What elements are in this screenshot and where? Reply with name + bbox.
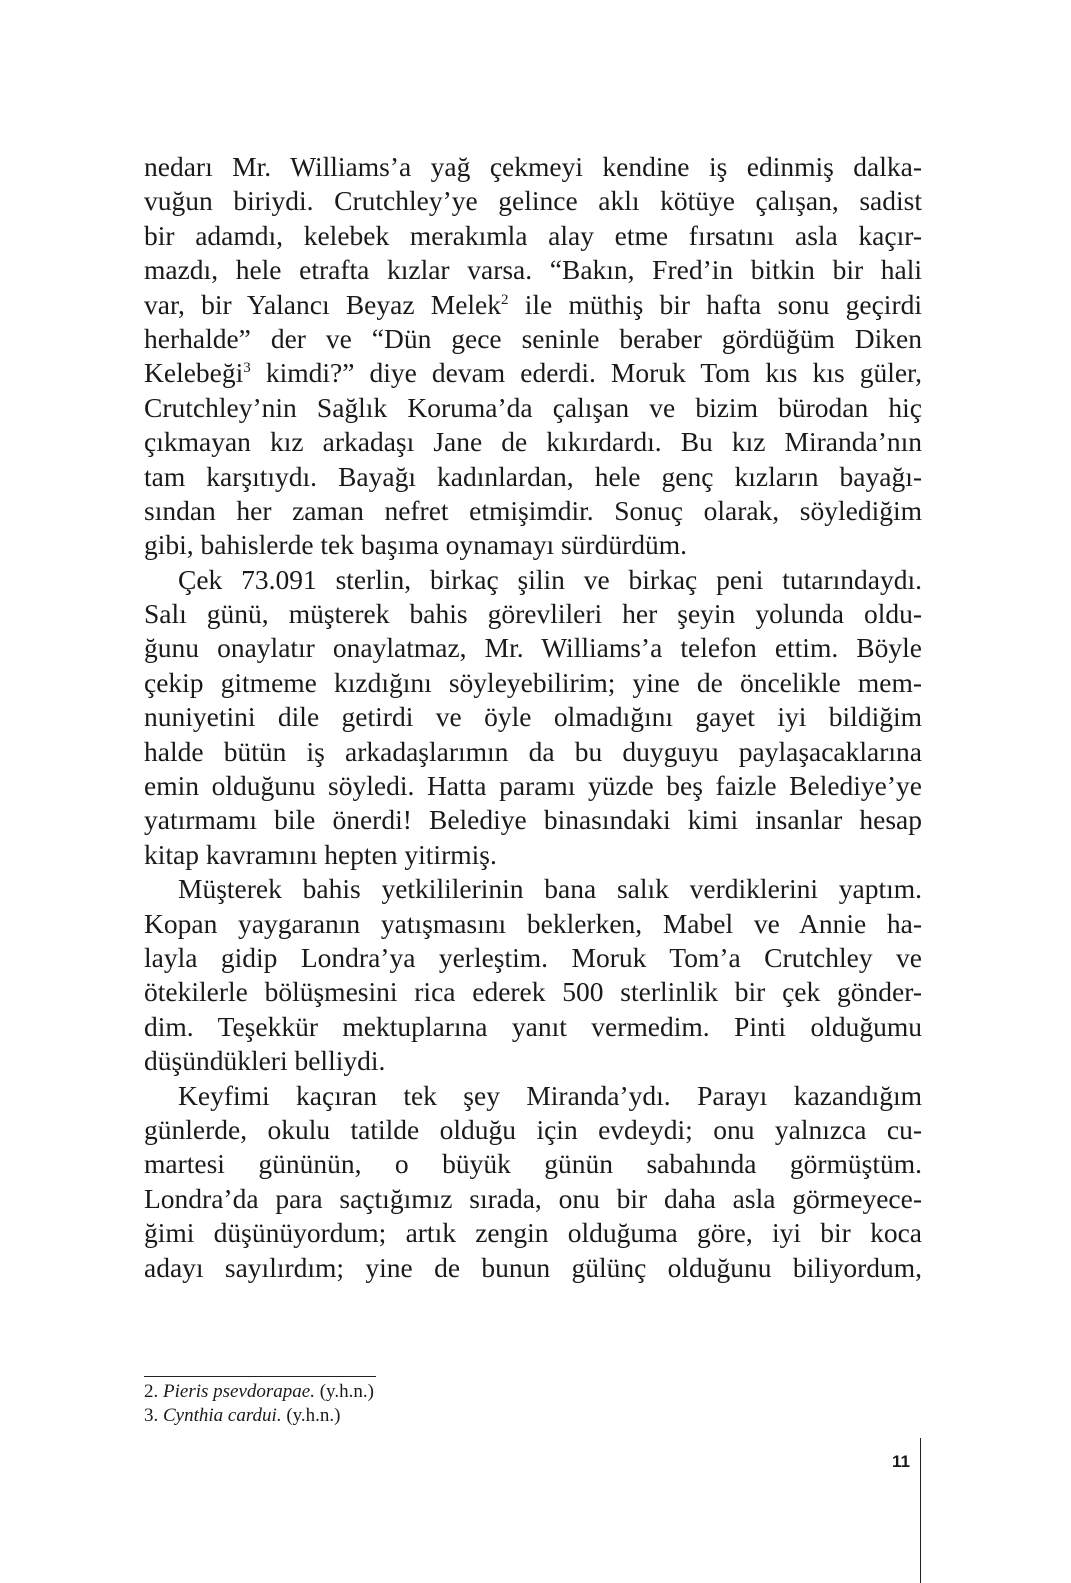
footnotes (144, 1380, 744, 1428)
paragraph-end-line: kitap kavramını hepten yitirmiş. (144, 838, 497, 870)
text-line: emin olduğunu söyledi. Hatta paramı yüzde beş faizle Belediye’ye (144, 770, 922, 802)
margin-rule (920, 1438, 921, 1583)
text-fragment: Kelebeği (144, 357, 244, 389)
footnote-note: (y.h.n.) (286, 1405, 341, 1426)
text-line: adayı sayılırdım; yine de bunun gülünç olduğunu biliyordum, (144, 1251, 922, 1283)
footnote-number: 2. (144, 1381, 159, 1402)
text-fragment: kimdi?” diye devam ederdi. Moruk Tom kıs kıs güler, (250, 357, 922, 389)
footnote-term: Pieris psevdorapae. (163, 1381, 315, 1402)
text-line: halde bütün iş arkadaşlarımın da bu duyguyu paylaşacaklarına (144, 735, 922, 767)
text-line: günlerde, okulu tatilde olduğu için evdeydi; onu yalnızca cu- (144, 1113, 922, 1145)
text-line: ğunu onaylatır onaylatmaz, Mr. Williams’a telefon ettim. Böyle (144, 632, 922, 664)
footnote-ref-3: 3 (243, 360, 251, 377)
footnote-term: Cynthia cardui. (163, 1405, 282, 1426)
text-line: çekip gitmeme kızdığını söyleyebilirim; yine de öncelikle mem- (144, 666, 922, 698)
paragraph-end-line: gibi, bahislerde tek başıma oynamayı sürdürdüm. (144, 529, 688, 561)
text-line: nuniyetini dile getirdi ve öyle olmadığını gayet iyi bildiğim (144, 701, 922, 733)
footnote-note: (y.h.n.) (319, 1381, 374, 1402)
text-fragment: ile müthiş bir hafta sonu geçirdi (508, 288, 922, 320)
text-line: yatırmamı bile önerdi! Belediye binasındaki kimi insanlar hesap (144, 804, 922, 836)
text-line: layla gidip Londra’ya yerleştim. Moruk Tom’a Crutchley ve (144, 941, 922, 973)
paragraph-start-line: Çek 73.091 sterlin, birkaç şilin ve birkaç peni tutarındaydı. (178, 563, 922, 595)
footnote-ref-2: 2 (501, 291, 509, 308)
text-line: dim. Teşekkür mektuplarına yanıt vermedim. Pinti olduğumu (144, 1010, 922, 1042)
text-line-with-footnote-ref (144, 288, 922, 322)
text-line: Crutchley’nin Sağlık Koruma’da çalışan ve bizim bürodan hiç (144, 391, 922, 423)
text-line: bir adamdı, kelebek merakımla alay etme fırsatını asla kaçır- (144, 219, 922, 251)
text-line: ötekilerle bölüşmesini rica ederek 500 sterlinlik bir çek gönder- (144, 976, 922, 1008)
footnote-divider (144, 1376, 376, 1377)
page-number: 11 (892, 1452, 910, 1471)
text-line: tam karşıtıydı. Bayağı kadınlardan, hele genç kızların bayağı- (144, 460, 922, 492)
text-line: nedarı Mr. Williams’a yağ çekmeyi kendine iş edinmiş dalka- (144, 151, 922, 182)
text-line: Salı günü, müşterek bahis görevlileri her şeyin yolunda oldu- (144, 598, 922, 630)
text-line: vuğun biriydi. Crutchley’ye gelince aklı kötüye çalışan, sadist (144, 185, 922, 217)
footnote-number: 3. (144, 1405, 159, 1426)
text-line: ğimi düşünüyordum; artık zengin olduğuma göre, iyi bir koca (144, 1217, 922, 1249)
text-line: mazdı, hele etrafta kızlar varsa. “Bakın, Fred’in bitkin bir hali (144, 254, 922, 286)
footnote-2 (144, 1380, 744, 1404)
paragraph-end-line: düşündükleri belliydi. (144, 1045, 386, 1077)
text-line: Kopan yaygaranın yatışmasını beklerken, Mabel ve Annie ha- (144, 907, 922, 939)
text-line-with-footnote-ref (144, 356, 922, 390)
text-fragment: var, bir Yalancı Beyaz Melek (144, 288, 502, 320)
text-line: herhalde” der ve “Dün gece seninle beraber gördüğüm Diken (144, 322, 922, 354)
body-text (144, 150, 922, 1285)
text-line: sından her zaman nefret etmişimdir. Sonuç olarak, söylediğim (144, 494, 922, 526)
text-line: çıkmayan kız arkadaşı Jane de kıkırdardı. Bu kız Miranda’nın (144, 426, 922, 458)
paragraph-start-line: Keyfimi kaçıran tek şey Miranda’ydı. Parayı kazandığım (178, 1079, 922, 1111)
text-line: Londra’da para saçtığımız sırada, onu bir daha asla görmeyece- (144, 1182, 922, 1214)
text-line: martesi gününün, o büyük günün sabahında görmüştüm. (144, 1148, 922, 1180)
footnote-3 (144, 1404, 744, 1428)
paragraph-start-line: Müşterek bahis yetkililerinin bana salık verdiklerini yaptım. (178, 873, 922, 905)
